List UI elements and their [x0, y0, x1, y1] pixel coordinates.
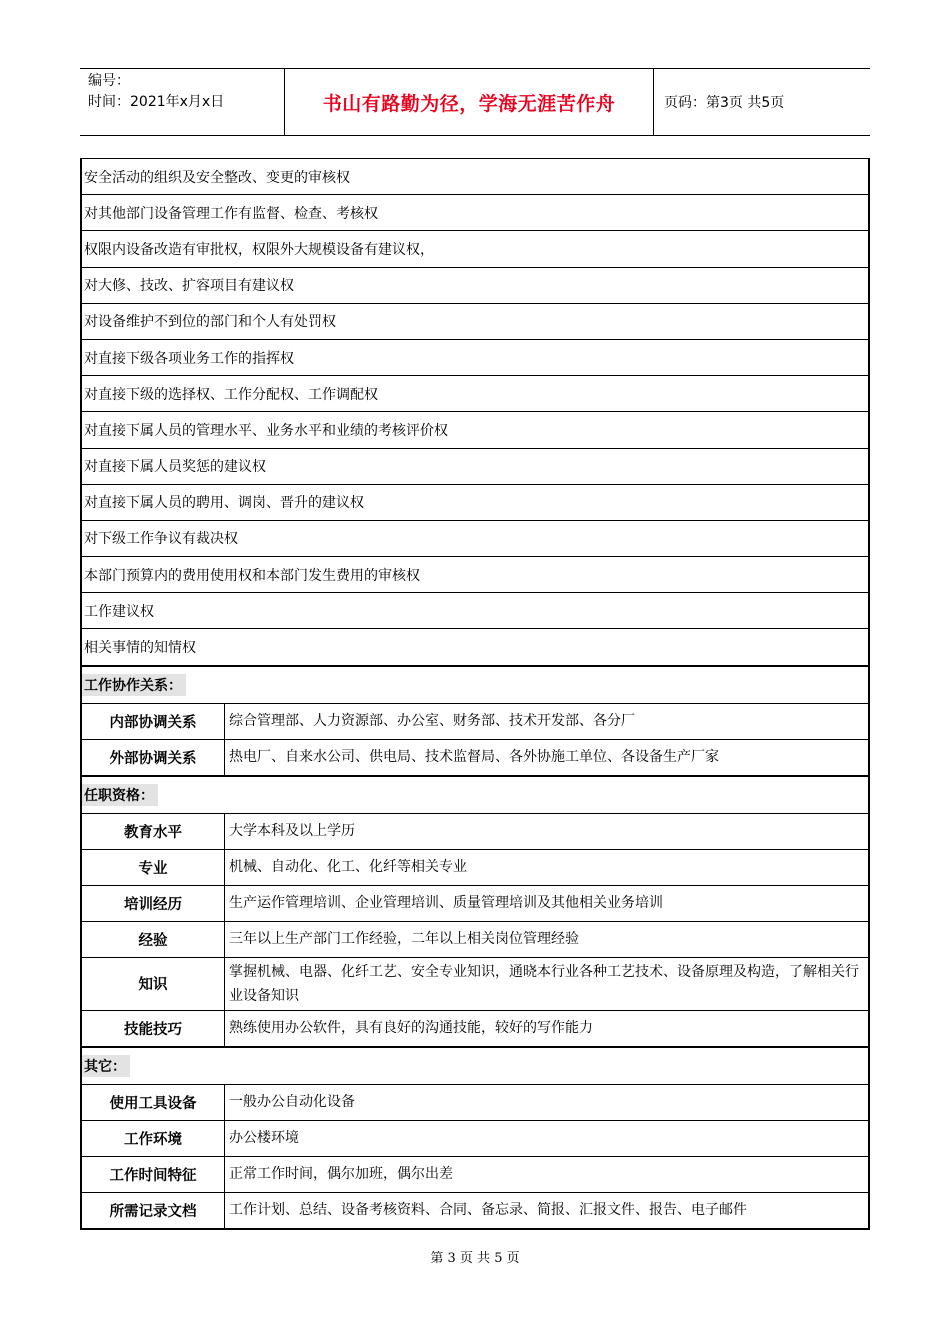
rights-text: 对直接下级各项业务工作的指挥权 [84, 350, 294, 367]
rights-text: 本部门预算内的费用使用权和本部门发生费用的审核权 [84, 567, 420, 584]
page-header [80, 68, 870, 136]
row-label: 专业 [82, 850, 225, 885]
page-footer: 第 3 页 共 5 页 [430, 1251, 520, 1266]
rights-row [82, 339, 868, 375]
row-label: 使用工具设备 [82, 1085, 225, 1120]
qualification-row [82, 885, 868, 921]
job-description-table [80, 158, 870, 1230]
rights-text: 对直接下属人员奖惩的建议权 [84, 459, 266, 476]
rights-row [82, 520, 868, 556]
rights-row [82, 484, 868, 520]
row-label: 培训经历 [82, 886, 225, 921]
rights-text: 相关事情的知情权 [84, 640, 196, 657]
rights-row [82, 303, 868, 339]
header-page-info: 页码：第3页 共5页 [664, 95, 785, 111]
row-value: 办公楼环境 [229, 1130, 299, 1147]
qualification-row [82, 957, 868, 1010]
rights-text: 对其他部门设备管理工作有监督、检查、考核权 [84, 205, 378, 222]
rights-row [82, 556, 868, 592]
rights-row [82, 448, 868, 484]
section-qualification-header [82, 775, 868, 813]
time-label: 时间：2021年x月x日 [88, 94, 225, 110]
row-value: 熟练使用办公软件，具有良好的沟通技能，较好的写作能力 [229, 1020, 593, 1037]
row-value: 正常工作时间，偶尔加班，偶尔出差 [229, 1166, 453, 1183]
rights-text: 对大修、技改、扩容项目有建议权 [84, 278, 294, 295]
rights-text: 权限内设备改造有审批权，权限外大规模设备有建议权， [84, 241, 434, 258]
section-title: 任职资格： [82, 784, 158, 806]
row-label: 工作环境 [82, 1121, 225, 1156]
other-row [82, 1084, 868, 1120]
rights-row [82, 411, 868, 447]
rights-row [82, 267, 868, 303]
rights-row [82, 375, 868, 411]
rights-list [82, 158, 868, 665]
qualification-row [82, 849, 868, 885]
rights-text: 对直接下级的选择权、工作分配权、工作调配权 [84, 386, 378, 403]
code-label: 编号： [88, 73, 130, 89]
row-value: 机械、自动化、化工、化纤等相关专业 [229, 859, 467, 876]
qualification-row [82, 1010, 868, 1046]
section-other-header [82, 1046, 868, 1084]
row-value: 大学本科及以上学历 [229, 823, 355, 840]
row-label: 知识 [82, 958, 225, 1010]
row-label: 教育水平 [82, 814, 225, 849]
row-label: 外部协调关系 [82, 740, 225, 775]
section-title: 其它： [82, 1055, 130, 1077]
rights-row [82, 230, 868, 266]
rights-row [82, 592, 868, 628]
other-row [82, 1120, 868, 1156]
header-motto: 书山有路勤为径，学海无涯苦作舟 [284, 69, 654, 135]
row-label: 技能技巧 [82, 1011, 225, 1046]
section-cooperation-header [82, 665, 868, 703]
qualification-row [82, 921, 868, 957]
row-value: 工作计划、总结、设备考核资料、合同、备忘录、简报、汇报文件、报告、电子邮件 [229, 1202, 747, 1219]
header-meta [80, 69, 284, 135]
other-row [82, 1156, 868, 1192]
cooperation-row [82, 739, 868, 775]
section-title: 工作协作关系： [82, 674, 186, 696]
row-label: 经验 [82, 922, 225, 957]
rights-text: 对设备维护不到位的部门和个人有处罚权 [84, 314, 336, 331]
qualification-row [82, 813, 868, 849]
row-value: 综合管理部、人力资源部、办公室、财务部、技术开发部、各分厂 [229, 713, 635, 730]
cooperation-row [82, 703, 868, 739]
row-value: 生产运作管理培训、企业管理培训、质量管理培训及其他相关业务培训 [229, 895, 663, 912]
rights-row [82, 194, 868, 230]
row-value: 热电厂、自来水公司、供电局、技术监督局、各外协施工单位、各设备生产厂家 [229, 749, 719, 766]
row-value: 一般办公自动化设备 [229, 1094, 355, 1111]
row-value: 三年以上生产部门工作经验，二年以上相关岗位管理经验 [229, 931, 579, 948]
row-value: 掌握机械、电器、化纤工艺、安全专业知识，通晓本行业各种工艺技术、设备原理及构造，了解相关行业设备知识 [229, 963, 859, 1004]
rights-text: 对直接下属人员的聘用、调岗、晋升的建议权 [84, 495, 364, 512]
row-label: 所需记录文档 [82, 1193, 225, 1228]
rights-text: 对下级工作争议有裁决权 [84, 531, 238, 548]
rights-text: 安全活动的组织及安全整改、变更的审核权 [84, 169, 350, 186]
row-label: 内部协调关系 [82, 704, 225, 739]
rights-text: 工作建议权 [84, 603, 154, 620]
other-row [82, 1192, 868, 1228]
row-label: 工作时间特征 [82, 1157, 225, 1192]
rights-row [82, 158, 868, 194]
rights-row [82, 628, 868, 664]
rights-text: 对直接下属人员的管理水平、业务水平和业绩的考核评价权 [84, 422, 448, 439]
